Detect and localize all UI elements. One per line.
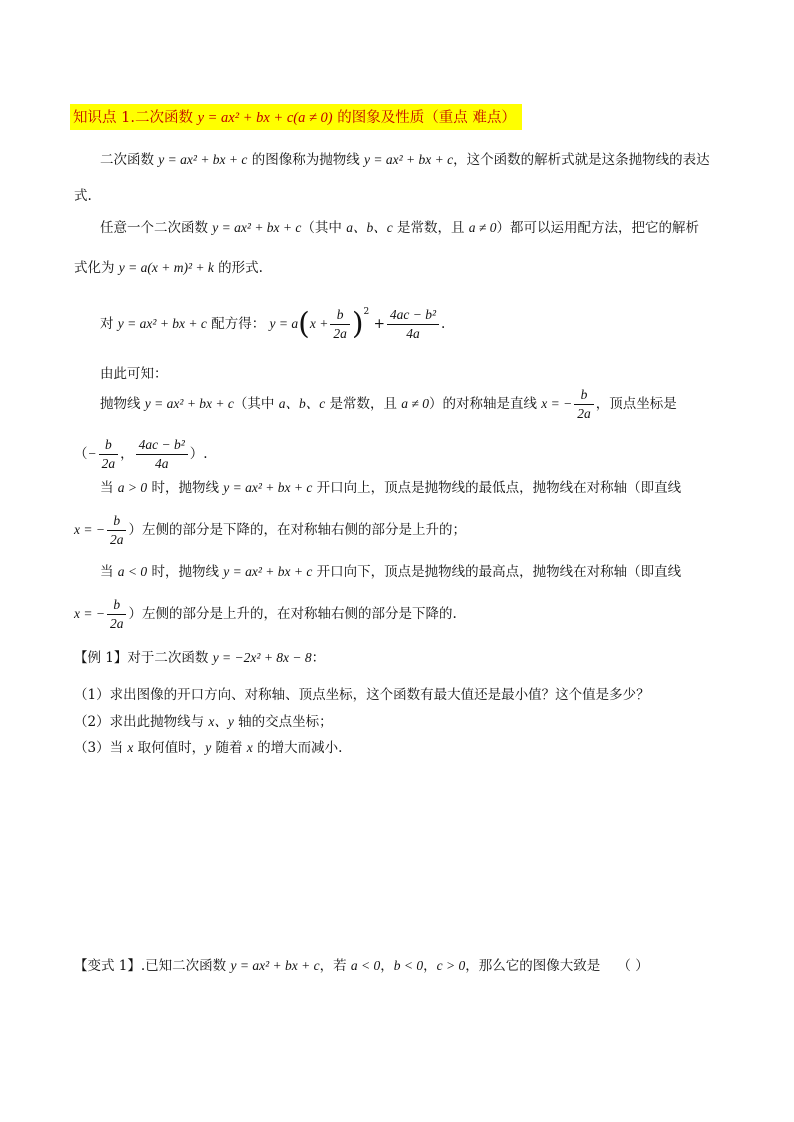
numerator: b bbox=[107, 596, 127, 615]
formula: y = a bbox=[269, 316, 299, 331]
formula: x bbox=[127, 740, 134, 755]
text: . bbox=[441, 316, 446, 332]
text: 任意一个二次函数 bbox=[100, 220, 213, 236]
formula: a > 0 bbox=[117, 480, 148, 495]
text: ，这个函数的解析式就是这条抛物线的表达 bbox=[453, 152, 710, 168]
paragraph-completing-square bbox=[100, 218, 699, 238]
text: 随着 bbox=[211, 740, 247, 756]
formula: y = a(x + m)² + k bbox=[118, 260, 214, 275]
text: ： bbox=[311, 650, 326, 666]
question-3 bbox=[74, 738, 342, 758]
paragraph-definition-cont: 式. bbox=[74, 188, 92, 204]
paragraph-conclusion-intro: 由此可知： bbox=[100, 366, 168, 382]
formula: x、y bbox=[208, 714, 234, 729]
paragraph-a-negative-cont bbox=[74, 596, 457, 633]
question-2 bbox=[74, 712, 333, 732]
formula: y = ax² + bx + c bbox=[158, 152, 248, 167]
variant-label: 【变式 1】 bbox=[74, 958, 141, 974]
formula: a < 0 bbox=[350, 958, 381, 973]
text: 对 bbox=[100, 316, 118, 332]
formula: y = ax² + bx + c bbox=[223, 480, 313, 495]
text: 开口向下，顶点是抛物线的最高点，抛物线在对称轴（即直线 bbox=[312, 564, 682, 580]
denominator: 2a bbox=[109, 616, 124, 631]
heading-formula: y = ax² + bx + c(a ≠ 0) bbox=[197, 110, 333, 126]
fraction-b-over-2a bbox=[107, 596, 127, 633]
formula: y bbox=[205, 740, 212, 755]
formula: b < 0 bbox=[393, 958, 424, 973]
fraction-b-over-2a bbox=[574, 386, 594, 423]
paren-close: ) bbox=[351, 306, 364, 342]
text: 是常数，且 bbox=[392, 220, 469, 236]
paragraph-definition bbox=[100, 150, 710, 170]
denominator: 2a bbox=[333, 326, 347, 341]
denominator: 4a bbox=[154, 456, 169, 471]
formula: x = − bbox=[74, 606, 105, 621]
text: 二次函数 bbox=[100, 152, 159, 168]
text: （2）求出此抛物线与 bbox=[74, 714, 209, 730]
text: 对于二次函数 bbox=[127, 650, 213, 666]
text: ，若 bbox=[319, 958, 351, 974]
heading-prefix: 知识点 1.二次函数 bbox=[73, 110, 198, 126]
text: （3）当 bbox=[74, 740, 128, 756]
text: ）左侧的部分是上升的，在对称轴右侧的部分是下降的. bbox=[128, 606, 457, 622]
text: ，那么它的图像大致是 bbox=[465, 958, 601, 974]
fraction-b-over-2a bbox=[330, 306, 350, 343]
fraction-constant bbox=[387, 306, 439, 343]
text: 抛物线 bbox=[100, 396, 145, 412]
variant-1 bbox=[74, 956, 649, 976]
text: 的形式. bbox=[213, 260, 263, 276]
text: （其中 bbox=[301, 220, 347, 236]
formula: x = − bbox=[541, 396, 573, 411]
formula: a ≠ 0 bbox=[468, 220, 497, 235]
formula: y = ax² + bx + c bbox=[144, 396, 234, 411]
paragraph-a-positive-cont bbox=[74, 512, 466, 549]
numerator: b bbox=[99, 436, 119, 455]
formula: a、b、c bbox=[346, 220, 393, 235]
formula: y = −2x² + 8x − 8 bbox=[212, 650, 312, 665]
numerator: b bbox=[574, 386, 594, 405]
numerator: 4ac − b² bbox=[387, 306, 439, 325]
text: （其中 bbox=[233, 396, 279, 412]
example-1 bbox=[74, 648, 325, 668]
text: ）的对称轴是直线 bbox=[428, 396, 542, 412]
text: 当 bbox=[100, 480, 118, 496]
text: 时，抛物线 bbox=[147, 564, 224, 580]
paragraph-vertex-coords bbox=[74, 436, 208, 473]
plus-sign: + bbox=[373, 316, 385, 332]
formula: y = ax² + bx + c bbox=[230, 958, 320, 973]
formula: x bbox=[246, 740, 253, 755]
question-1: （1）求出图像的开口方向、对称轴、顶点坐标，这个函数有最大值还是最小值？这个值是多少？ bbox=[74, 687, 650, 703]
paragraph-a-positive bbox=[100, 478, 681, 498]
text: 配方得： bbox=[206, 316, 270, 332]
denominator: 2a bbox=[577, 406, 591, 421]
denominator: 2a bbox=[109, 532, 124, 547]
formula: x + bbox=[309, 316, 329, 331]
denominator: 4a bbox=[406, 326, 420, 341]
fraction-b-over-2a bbox=[107, 512, 127, 549]
heading-suffix: 的图象及性质（重点 难点） bbox=[332, 110, 516, 126]
section-heading bbox=[70, 104, 522, 130]
numerator: b bbox=[330, 306, 350, 325]
text: ）左侧的部分是下降的，在对称轴右侧的部分是上升的； bbox=[128, 522, 466, 538]
text: 式化为 bbox=[74, 260, 119, 276]
text: （ bbox=[74, 446, 88, 462]
text: ， bbox=[423, 958, 437, 974]
paragraph-a-negative bbox=[100, 562, 681, 582]
text: 取何值时， bbox=[133, 740, 206, 756]
fraction-b-over-2a bbox=[99, 436, 119, 473]
paragraph-axis bbox=[100, 386, 677, 423]
text: 是常数，且 bbox=[325, 396, 402, 412]
formula: y = ax² + bx + c bbox=[364, 152, 454, 167]
paragraph-formula: 对 y = ax² + bx + c 配方得： y = a(x + $\frac{b}{2a}$ )$^2$ + $\frac{\text{4ac − b²}}{4a}$ . bbox=[100, 306, 446, 342]
formula: c > 0 bbox=[436, 958, 466, 973]
text: 开口向上，顶点是抛物线的最低点，抛物线在对称轴（即直线 bbox=[312, 480, 682, 496]
paragraph-vertex-form bbox=[74, 258, 263, 278]
formula: a、b、c bbox=[278, 396, 326, 411]
formula: − bbox=[87, 446, 97, 461]
example-label: 【例 1】 bbox=[74, 650, 128, 666]
text: 的图像称为抛物线 bbox=[247, 152, 364, 168]
paren-open: ( bbox=[298, 306, 310, 342]
text: 轴的交点坐标； bbox=[233, 714, 333, 730]
formula: y = ax² + bx + c bbox=[117, 316, 207, 331]
formula: y = ax² + bx + c bbox=[212, 220, 302, 235]
text: 当 bbox=[100, 564, 118, 580]
answer-blank: （ ） bbox=[617, 958, 649, 974]
formula: x = − bbox=[74, 522, 105, 537]
formula: y = ax² + bx + c bbox=[223, 564, 313, 579]
formula: a ≠ 0 bbox=[401, 396, 429, 411]
denominator: 2a bbox=[101, 456, 116, 471]
numerator: 4ac − b² bbox=[136, 436, 188, 455]
text: ）. bbox=[189, 446, 208, 462]
text: 时，抛物线 bbox=[147, 480, 224, 496]
text: ，顶点坐标是 bbox=[595, 396, 677, 412]
formula: a < 0 bbox=[117, 564, 148, 579]
text: ， bbox=[380, 958, 394, 974]
text: .已知二次函数 bbox=[140, 958, 231, 974]
text: ）都可以运用配方法，把它的解析 bbox=[496, 220, 699, 236]
numerator: b bbox=[107, 512, 127, 531]
text: 的增大而减小. bbox=[252, 740, 343, 756]
text: ， bbox=[120, 446, 134, 462]
fraction-constant bbox=[136, 436, 188, 473]
